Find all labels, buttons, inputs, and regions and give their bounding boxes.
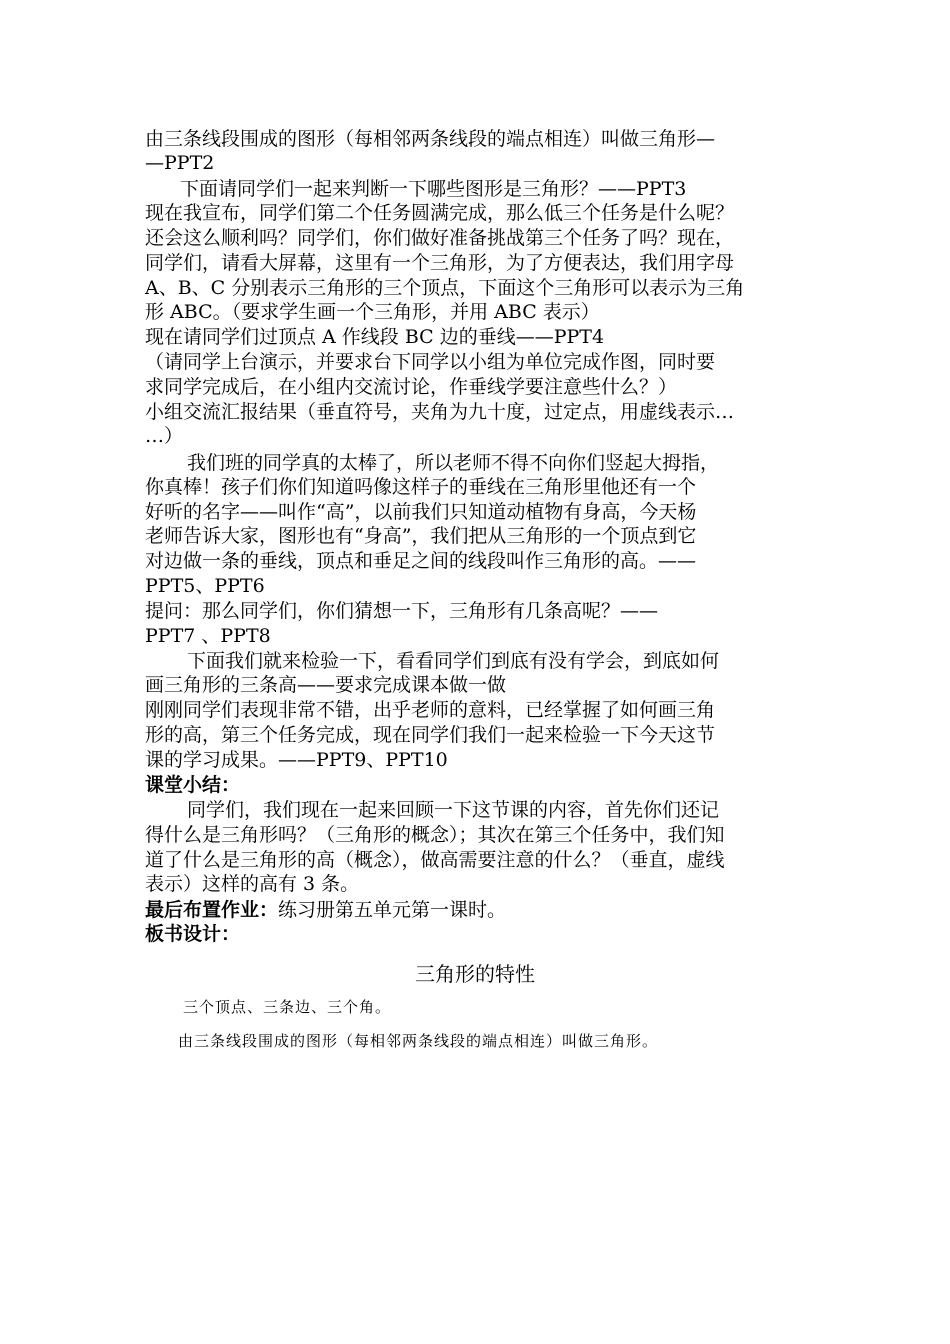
text-line: 同学们，请看大屏幕，这里有一个三角形，为了方便表达，我们用字母 [145, 252, 735, 274]
text-line: 好听的名字——叫作“高”，以前我们只知道动植物有身高，今天杨 [145, 501, 697, 523]
text-line: 小组交流汇报结果（垂直符号，夹角为九十度，过定点，用虚线表示… [145, 401, 735, 423]
text-line: 求同学完成后，在小组内交流讨论，作垂线学要注意些什么？） [145, 376, 678, 398]
board-line: 由三条线段围成的图形（每相邻两条线段的端点相连）叫做三角形。 [178, 1032, 659, 1050]
text-line: PPT5、PPT6 [145, 575, 265, 597]
board-line: 三个顶点、三条边、三个角。 [183, 998, 392, 1016]
homework-line [145, 898, 506, 922]
summary-line: 得什么是三角形吗？（三角形的概念）；其次在第三个任务中，我们知 [145, 824, 725, 846]
text-line: 下面请同学们一起来判断一下哪些图形是三角形？——PPT3 [180, 178, 687, 200]
text-line: 老师告诉大家，图形也有“身高”，我们把从三角形的一个顶点到它 [145, 525, 697, 547]
text-line: 刚刚同学们表现非常不错，出乎老师的意料，已经掌握了如何画三角 [145, 699, 716, 721]
text-line: 由三条线段围成的图形（每相邻两条线段的端点相连）叫做三角形— [145, 128, 716, 150]
board-heading: 板书设计： [145, 923, 241, 945]
text-line: —PPT2 [145, 152, 215, 174]
text-line: …） [145, 425, 184, 447]
text-line: 形 ABC。（要求学生画一个三角形，并用 ABC 表示） [145, 301, 600, 323]
text-line: 课的学习成果。——PPT9、PPT10 [145, 749, 448, 771]
homework-text: 练习册第五单元第一课时。 [278, 899, 507, 921]
summary-line: 道了什么是三角形的高（概念），做高需要注意的什么？（垂直，虚线 [145, 849, 725, 871]
text-line: 现在我宣布，同学们第二个任务圆满完成，那么低三个任务是什么呢？ [145, 202, 735, 224]
text-line: 你真棒！孩子们你们知道吗像这样子的垂线在三角形里他还有一个 [145, 476, 697, 498]
text-line: 画三角形的三条高——要求完成课本做一做 [145, 674, 507, 696]
summary-heading: 课堂小结： [145, 774, 241, 796]
text-line: 我们班的同学真的太棒了，所以老师不得不向你们竖起大拇指， [187, 452, 720, 474]
homework-heading: 最后布置作业： [145, 899, 279, 921]
text-line: 下面我们就来检验一下，看看同学们到底有没有学会，到底如何 [187, 650, 720, 672]
text-line: 提问：那么同学们，你们猜想一下，三角形有几条高呢？—— [145, 600, 659, 622]
summary-line: 同学们，我们现在一起来回顾一下这节课的内容，首先你们还记 [187, 799, 720, 821]
text-line: 对边做一条的垂线，顶点和垂足之间的线段叫作三角形的高。—— [145, 550, 697, 572]
text-line: 现在请同学们过顶点 A 作线段 BC 边的垂线——PPT4 [145, 326, 605, 348]
text-line: 还会这么顺利吗？同学们，你们做好准备挑战第三个任务了吗？现在， [145, 227, 735, 249]
text-line: （请同学上台演示，并要求台下同学以小组为单位完成作图，同时要 [145, 351, 716, 373]
text-line: 形的高，第三个任务完成，现在同学们我们一起来检验一下今天这节 [145, 724, 716, 746]
text-line: PPT7 、PPT8 [145, 625, 271, 647]
text-line: A、B、C 分别表示三角形的三个顶点，下面这个三角形可以表示为三角 [145, 277, 745, 299]
board-title: 三角形的特性 [415, 962, 535, 986]
summary-line: 表示）这样的高有 3 条。 [145, 873, 360, 895]
